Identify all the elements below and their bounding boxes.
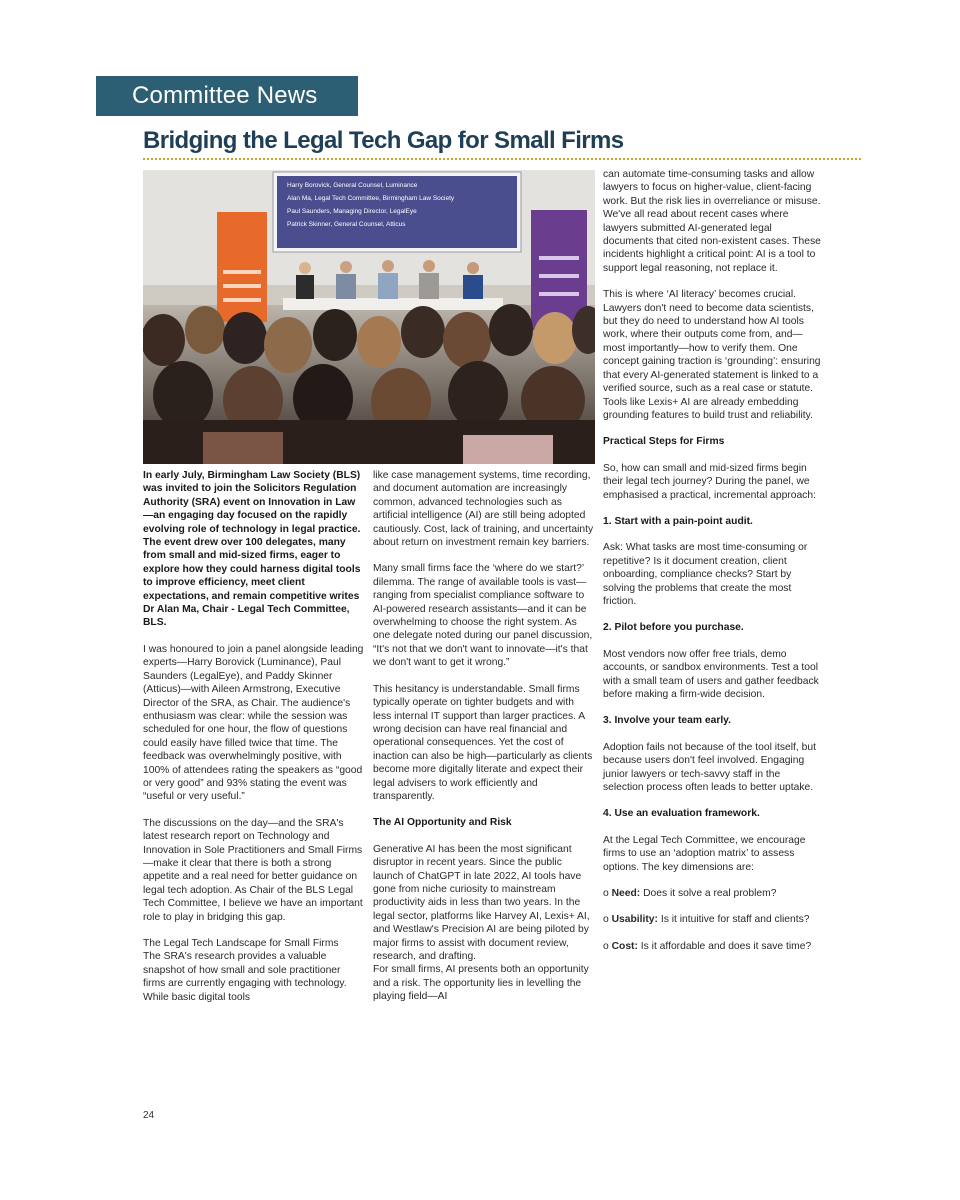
screen-line: Patrick Skinner, General Counsel, Atticus	[287, 221, 406, 228]
bullet-key: Need:	[611, 888, 641, 900]
bullet-text: Is it intuitive for staff and clients?	[660, 914, 810, 926]
body-text: The SRA's research provides a valuable snapshot of how small and sole practitioner firms are currently engaging with technology. While basic digital tools	[143, 951, 347, 1003]
bullet-text: Does it solve a real problem?	[643, 888, 777, 900]
page-number: 24	[143, 1110, 155, 1121]
body-paragraph	[143, 937, 365, 1004]
body-paragraph: Many small firms face the ‘where do we start?’ dilemma. The range of available tools is vast—ranging from specialist compliance software to AI-powered research assistants—and it can be overwhelming to choose the right system. As one delegate noted during our panel discussion, “It's not that we don't want to innovate—it's that we don't want to get it wrong.”	[373, 563, 593, 669]
lead-paragraph: In early July, Birmingham Law Society (BLS) was invited to join the Solicitors Regulation Authority (SRA) event on Innovation in Law—an engaging day focused on the rapidly evolving role of technology in legal practice. The event drew over 100 delegates, many from small and mid-sized firms, eager to explore how they could harness digital tools to improve efficiency, meet client expectations, and remain competitive writes Dr Alan Ma, Chair - Legal Tech Committee, BLS.	[143, 470, 361, 629]
subheading: The AI Opportunity and Risk	[373, 817, 512, 829]
body-paragraph: So, how can small and mid-sized firms begin their legal tech journey? During the panel, we emphasised a practical, incremental approach:	[603, 462, 816, 501]
body-paragraph: This is where ‘AI literacy’ becomes crucial. Lawyers don't need to become data scientists, but they do need to understand how AI tools work, where their outputs come from, and—most importantly—how to verify them. One concept gaining traction is ‘grounding’: ensuring that every AI-generated statement is linked to a verified source, such as a real case or statute. Tools like Lexis+ AI are already embedding grounding features to build trust and reliability.	[603, 289, 821, 421]
orange-pull-up-banner	[217, 212, 267, 322]
screen-line: Alan Ma, Legal Tech Committee, Birmingham Law Society	[287, 195, 455, 202]
body-paragraph: This hesitancy is understandable. Small firms typically operate on tighter budgets and with less internal IT support than larger practices. A wrong decision can have real financial and operational consequences. Yet the cost of inaction can also be high—particularly as clients become more digitally literate and expect their legal advisers to work efficiently and transparently.	[373, 683, 593, 802]
screen-line: Paul Saunders, Managing Director, LegalEye	[287, 208, 417, 215]
body-paragraph: I was honoured to join a panel alongside leading experts—Harry Borovick (Luminance), Paul Saunders (LegalEye), and Paddy Skinner (Atticus)—with Aileen Armstrong, Executive Director of the SRA, as Chair. The audience's enthusiasm was clear: while the session was scheduled for one hour, the flow of questions could easily have filled twice that time. The feedback was overwhelmingly positive, with 100% of attendees rating the speakers as “good or very good” and 93% stating the event was “useful or very useful.”	[143, 643, 364, 803]
article-headline: Bridging the Legal Tech Gap for Small Firms	[143, 127, 624, 154]
bullet-item	[603, 913, 821, 926]
screen-line: Harry Borovick, General Counsel, Luminance	[287, 182, 418, 189]
column-left	[143, 469, 365, 1017]
body-paragraph: At the Legal Tech Committee, we encourage firms to use an ‘adoption matrix’ to assess options. The key dimensions are:	[603, 834, 806, 873]
bullet-marker: o	[603, 914, 609, 926]
column-middle	[373, 469, 595, 1017]
body-paragraph: For small firms, AI presents both an opportunity and a risk. The opportunity lies in levelling the playing field—AI	[373, 964, 589, 1003]
inline-heading: The Legal Tech Landscape for Small Firms	[143, 938, 339, 949]
bullet-item	[603, 887, 821, 900]
column-right	[603, 168, 821, 966]
bullet-key: Usability:	[611, 914, 658, 926]
step-heading: 1. Start with a pain-point audit.	[603, 515, 753, 527]
body-paragraph: like case management systems, time recording, and document automation are increasingly common, advanced technologies such as artificial intelligence (AI) are still being adopted cautiously. Cost, lack of training, and uncertainty about return on investment remain key barriers.	[373, 470, 594, 549]
body-paragraph: Generative AI has been the most significant disruptor in recent years. Since the public launch of ChatGPT in late 2022, AI tools have gone from niche curiosity to mainstream productivity aids in less than two years. In the legal sector, platforms like Harvey AI, Lexis+ AI, and Westlaw's Precision AI are being piloted by major firms to assist with document review, research, and drafting.	[373, 843, 590, 962]
body-paragraph: Adoption fails not because of the tool itself, but because users don't feel involved. Engaging junior lawyers or tech-savvy staff in the selection process often leads to better uptake.	[603, 741, 816, 794]
event-photo	[143, 170, 595, 464]
body-paragraph: Most vendors now offer free trials, demo accounts, or sandbox environments. Test a tool with a small team of users and gather feedback before making a firm-wide decision.	[603, 648, 819, 700]
bullet-item	[603, 940, 821, 953]
subheading: Practical Steps for Firms	[603, 436, 725, 448]
bullet-key: Cost:	[611, 940, 638, 952]
body-paragraph: The discussions on the day—and the SRA's latest research report on Technology and Innovation in Sole Practitioners and Small Firms—make it clear that there is both a strong appetite and a real need for better guidance on legal tech adoption. As Chair of the BLS Legal Tech Committee, I believe we have an important role to play in bridging this gap.	[143, 817, 363, 923]
dotted-divider	[143, 158, 861, 160]
body-paragraph: Ask: What tasks are most time-consuming or repetitive? Is it document creation, client onboarding, compliance checks? Start by solving the problems that create the most friction.	[603, 542, 808, 607]
step-heading: 3. Involve your team early.	[603, 715, 732, 727]
bullet-marker: o	[603, 940, 609, 952]
bullet-marker: o	[603, 888, 609, 900]
step-heading: 2. Pilot before you purchase.	[603, 622, 744, 634]
section-banner: Committee News	[96, 76, 358, 116]
body-paragraph: can automate time-consuming tasks and allow lawyers to focus on higher-value, client-facing work. But the risk lies in overreliance or misuse. We've all read about recent cases where lawyers submitted AI-generated legal documents that cited non-existent cases. These incidents highlight a critical point: AI is a tool to support legal reasoning, not replace it.	[603, 169, 821, 274]
step-heading: 4. Use an evaluation framework.	[603, 808, 760, 820]
bullet-text: Is it affordable and does it save time?	[640, 940, 812, 952]
